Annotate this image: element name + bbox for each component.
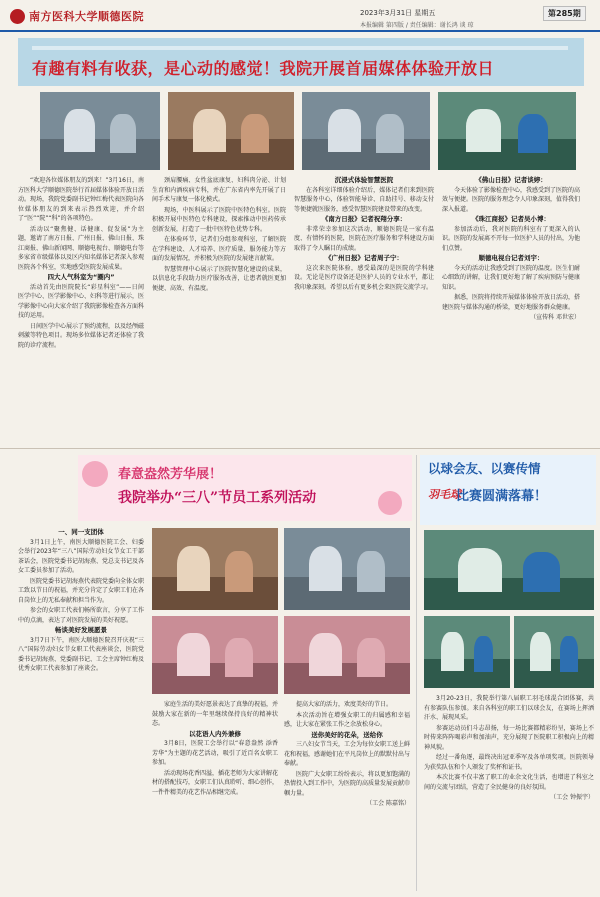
paragraph: 参加活动后，我对医院的科室有了更深入的认识。医院的发展离不开每一位医护人员的付出，为他们点赞。 (442, 225, 580, 252)
subheading: 《南方日报》记者祝翔分享： (321, 215, 407, 223)
flower-icon (82, 461, 108, 487)
paragraph: 活动首先由医院院长“彩星科室”——日间医学中心、医学影像中心、妇科等进行展示，医学影像中心向大家介绍了我院影像检查各方面科技的运用。 (18, 283, 144, 319)
byline: （工会 陈嘉铭） (366, 800, 410, 807)
womens-day-banner-line1: 春意盎然芳华展！ (118, 467, 223, 482)
paragraph: 日间医学中心展示了预约流程，以及经颅磁刺激等特色项目。现场多位媒体记者还体验了我院的诊疗流程。 (18, 322, 144, 349)
paragraph: 家庭生活的美好愿景表达了真挚的祝福，并鼓励大家在新的一年里继续保持良好的精神状态。 (152, 701, 278, 727)
top-article-col-3 (294, 176, 434, 440)
paragraph: 3月8日，医院工会举行以“春意盎然 添香芳华”为主题的花艺活动，吸引了近百名女职工参加。 (152, 740, 278, 766)
section-divider (0, 448, 600, 449)
byline: （工会 钟振宇） (550, 794, 594, 801)
paragraph: 在体验环节，记者们分组参观科室，了解医院在学科建设、人才培养、医疗质量、服务能力等方面的发展情况，并积极为医院的发展建言献策。 (152, 236, 286, 262)
school-seal-icon (10, 9, 25, 24)
badminton-photo-3 (514, 616, 594, 688)
paragraph: 这次来医院体验，感受最深的是医院的学科建设。无论是医疗设备还是医护人员的专业水平，都让我印象深刻。希望以后有更多机会来医院交流学习。 (294, 264, 434, 291)
badminton-banner-line2: 比赛圆满落幕！ (456, 489, 548, 504)
womens-day-photo-4 (284, 616, 410, 694)
subheading: 四大人气科室为“圈内” (47, 273, 115, 281)
top-article-headline: 有趣有料有收获，是心动的感觉！我院开展首届媒体体验开放日 (32, 59, 495, 78)
paragraph: 3月20-23日，我院举行第八届职工羽毛球混合团体赛，共有参赛队伍参加。来自各科室的职工们以球会友，在赛场上挥洒汗水、展现风采。 (424, 695, 594, 721)
paragraph: 3月1日上午，南医大顺德医院工会、妇委会举行2023年“三八”国际劳动妇女节女工干部茶话会，医院党委书记胡海燕、党总支书记及各女工委员参加了活动。 (18, 538, 144, 574)
issue-date: 2023年3月31日 星期五 (360, 9, 436, 17)
school-name: 南方医科大学顺德医院 (29, 10, 144, 23)
paragraph: 医院广大女职工纷纷表示，将以更加饱满的热情投入到工作中，为医院的高质量发展贡献巾帼力量。 (284, 770, 410, 797)
badminton-logo-mark: 羽毛球 (428, 488, 461, 501)
column-rule (416, 455, 417, 891)
womens-day-col-3 (284, 700, 410, 890)
womens-day-photo-1 (152, 528, 278, 610)
paragraph: 参会的女职工代表们畅所欲言，分享了工作中的点滴，表达了对医院发展的美好祝愿。 (18, 607, 144, 624)
womens-day-photo-2 (284, 528, 410, 610)
womens-day-photo-3 (152, 616, 278, 694)
top-article-banner (18, 38, 584, 86)
paragraph: 智慧管理中心展示了医院智慧化建设的成果，以信息化手段助力医疗服务改善，让患者就医更加便捷、高效、有温度。 (152, 265, 286, 292)
badminton-banner-line1: 以球会友、以赛传情 (428, 461, 541, 476)
subheading: 《珠江商报》记者吴小博： (472, 215, 550, 223)
subheading: 畅谈美好发展愿景 (55, 626, 107, 634)
paragraph: 三八妇女节当天，工会为每位女职工送上鲜花和祝福，感谢她们在平凡岗位上的默默付出与奉献。 (284, 741, 410, 767)
subheading: 一、同一支团体 (58, 528, 104, 536)
paragraph: 提高大家的活力，欢度美好的节日。 (296, 701, 393, 708)
paragraph: 现场，中医科展示了医院中医特色科室。医院积极开展中医特色专科建设，探索推动中医药传承创新发展，打造了一批中医特色优势专科。 (152, 206, 286, 233)
paragraph: 颈肩腰痛、女性盆底康复、妇科肉分泌、计划生育和内酒疾病专科，并在广东省内率先开展了日间手术与康复一体化模式。 (152, 177, 286, 203)
paragraph: 医院党委书记胡海燕代表院党委向全体女职工致以节日的祝福，并充分肯定了女职工们在各自岗位上的无私奉献和担当作为。 (18, 577, 144, 604)
badminton-photo-2 (424, 616, 510, 688)
badminton-col (424, 694, 594, 890)
top-article-col-2 (152, 176, 286, 440)
womens-day-banner (78, 455, 412, 521)
subheading: 《广州日报》记者周子宁： (325, 254, 403, 262)
subheading: 顺德电视台记者刘宇： (478, 254, 544, 262)
paragraph: “欢迎各位媒体朋友的到来！”3月16日，南方医科大学顺德医院举行首届媒体体验开放日活动。现场，我院党委副书记钟红梅代表医院向各位媒体朋友的到来表示热烈欢迎，并介绍了“医”“院”“科”的各项特色。 (18, 177, 144, 222)
event-photo-3 (302, 92, 430, 170)
top-article-col-1 (18, 176, 144, 440)
top-article-col-4 (442, 176, 580, 440)
byline: （宣传科 邓世宏） (530, 314, 580, 321)
paragraph: 本次比赛不仅丰富了职工的业余文化生活，也增进了科室之间的交流与团结，营造了全民健身的良好氛围。 (424, 774, 594, 791)
subheading: 送你美好的花朵，送给你 (311, 730, 383, 739)
paragraph: 参赛运动员们斗志昂扬，每一场比赛都精彩纷呈，赛场上不时传来阵阵喝彩声和加油声，充分展现了医院职工积极向上的精神风貌。 (424, 724, 594, 751)
badminton-banner (420, 455, 596, 525)
paragraph: 据悉，医院将持续开展媒体体验开放日活动，搭建医院与媒体沟通的桥梁，更好地服务群众健康。 (442, 294, 580, 311)
paragraph: 本次活动旨在增强女职工的归属感和幸福感，让大家在紧张工作之余放松身心。 (284, 711, 410, 728)
paragraph: 活动现场花香四溢，插花老师为大家讲解花材的搭配技巧，女职工们认真聆听、细心创作，一件件精美的花艺作品相继完成。 (152, 769, 278, 796)
paragraph: 活动以“聚焦健、话健康、促发展”为主题，邀请了南方日报、广州日报、佛山日报、珠江商报、佛山新闻网、顺德电视台、顺德电台等多家省市级媒体以及区内知名媒体记者深入参观医院各个科室，实地感受医院发展成果。 (18, 225, 144, 271)
event-photo-2 (168, 92, 294, 170)
flower-icon (378, 491, 402, 515)
subheading: 沉浸式体验智慧医院 (334, 176, 394, 184)
paragraph: 今天体验了影像检查中心，我感受到了医院的高效与便捷。医院的服务理念令人印象深刻，值得我们深入报道。 (442, 186, 580, 213)
paragraph: 在各科室详细体验介绍后，媒体记者们来到医院智慧服务中心，体验智能导诊、自助挂号、移动支付等便捷就医服务，感受智慧医院建设带来的改变。 (294, 186, 434, 213)
banner-decoration (32, 46, 568, 50)
subheading: 以花语人内外兼修 (189, 729, 241, 738)
womens-day-col-2 (152, 700, 278, 890)
editor-line: 本报编辑 第四版 / 责任编辑：谢长鸿 谈 琼 (360, 22, 474, 29)
masthead-rule (0, 30, 600, 32)
badminton-photo-1 (424, 530, 594, 610)
masthead-logo (10, 6, 144, 26)
womens-day-col-1 (18, 528, 144, 890)
subheading: 《佛山日报》记者谈婷： (475, 176, 547, 184)
womens-day-banner-line2: 我院举办“三八”节员工系列活动 (118, 490, 317, 506)
paragraph: 今天的活动让我感受到了医院的温度。医生们耐心细致的讲解，让我们更好地了解了疾病预防与健康知识。 (442, 264, 580, 291)
paragraph: 非常荣幸参加这次活动，顺德医院是一家有温度、有情怀的医院，医院在医疗服务和学科建设方面取得了令人瞩目的成绩。 (294, 225, 434, 252)
paragraph: 3月7日下午，南医大顺德医院召开庆祝“三八”国际劳动妇女节女职工代表座谈会，医院党委书记胡海燕、党委副书记、工会主席钟红梅及优秀女职工代表参加了座谈会。 (18, 636, 144, 672)
event-photo-1 (40, 92, 160, 170)
issue-number: 第285期 (543, 6, 586, 21)
paragraph: 经过一番角逐，最终决出冠亚季军及各单项奖项。医院领导为获奖队伍和个人颁发了奖杯和证书。 (424, 754, 594, 771)
event-photo-4 (438, 92, 576, 170)
